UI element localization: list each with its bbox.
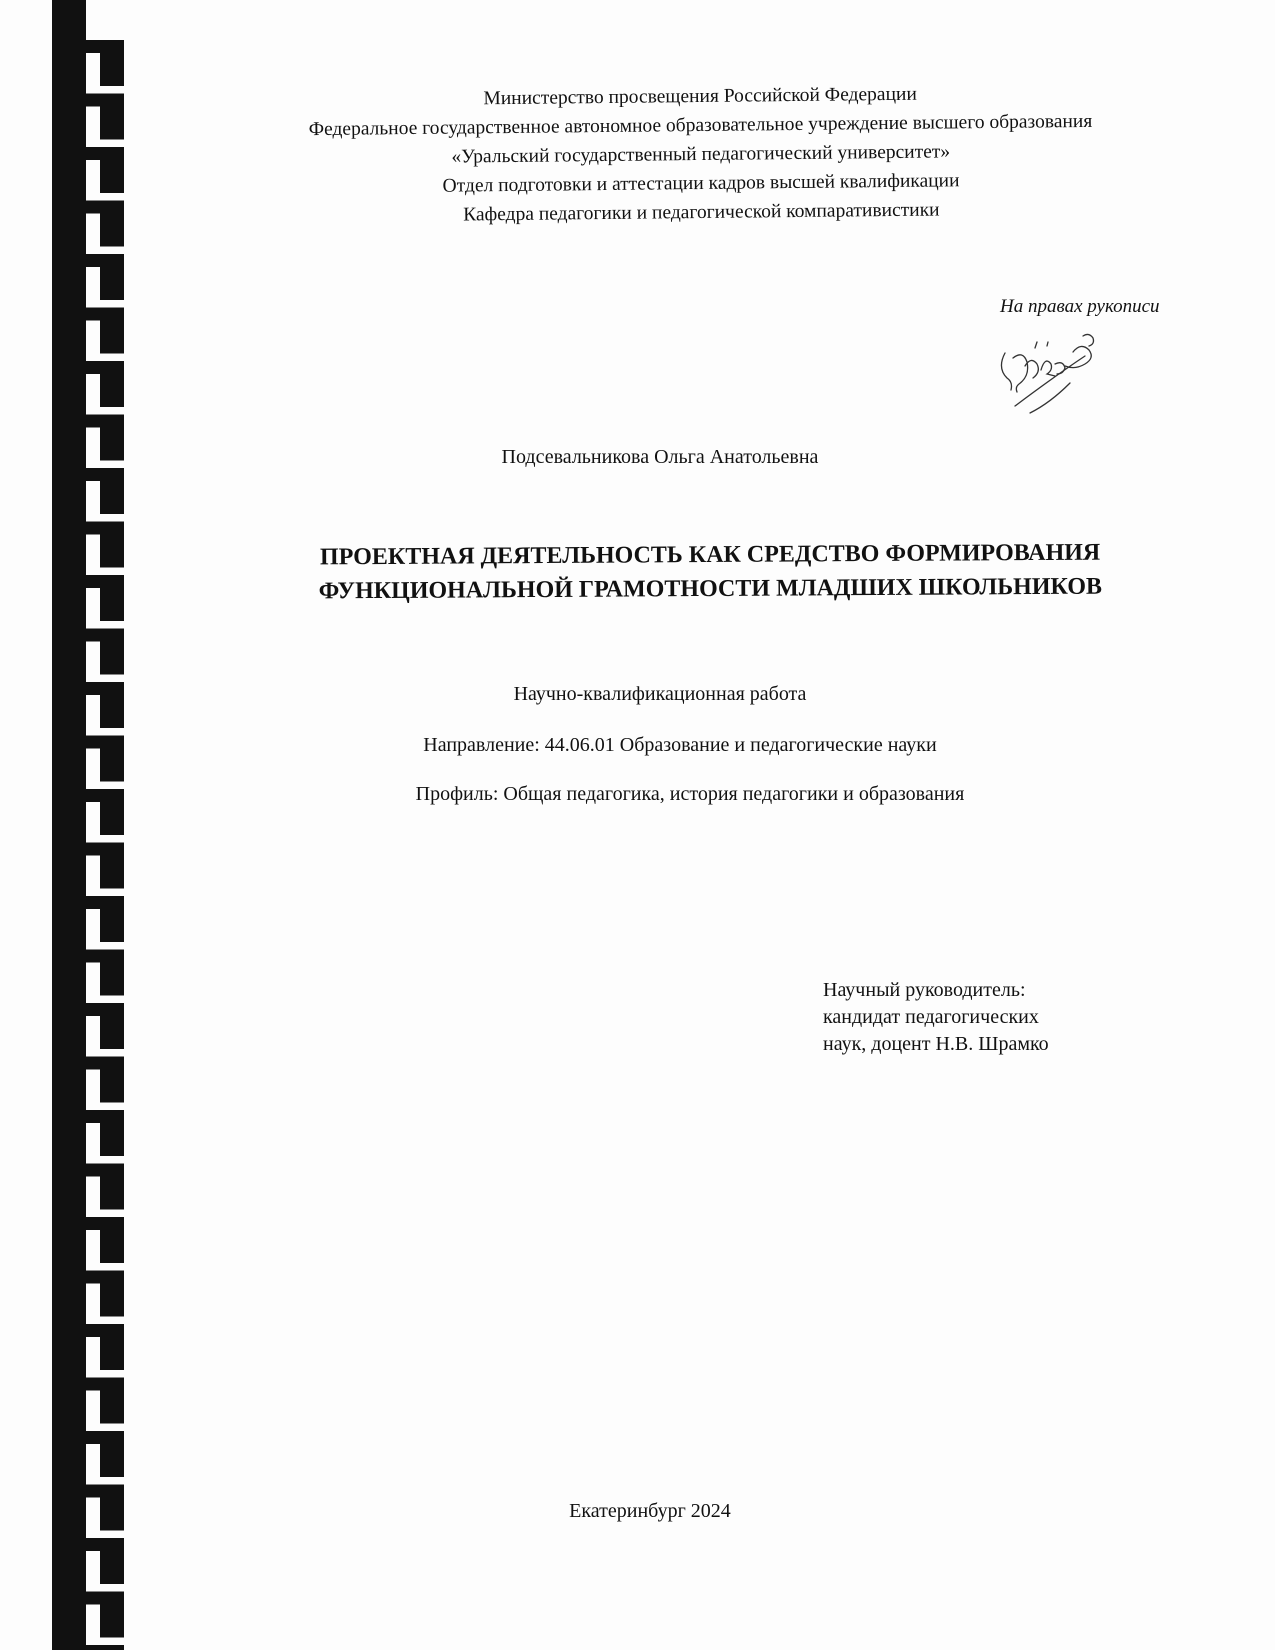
binding-tooth [100, 1172, 124, 1210]
binding-tooth [100, 797, 124, 835]
city-year: Екатеринбург 2024 [569, 1500, 731, 1522]
supervisor-block [823, 977, 1049, 1058]
supervisor-line-3: наук, доцент Н.В. Шрамко [823, 1033, 1049, 1055]
binding-tooth [100, 1279, 124, 1317]
binding-tooth [100, 1439, 124, 1477]
profile-line: Профиль: Общая педагогика, история педагогики и образования [415, 783, 965, 805]
work-type: Научно-квалификационная работа [513, 683, 807, 705]
binding-tooth [100, 369, 124, 407]
binding-tooth [100, 744, 124, 782]
binding-strip [52, 0, 137, 1650]
binding-tooth [100, 530, 124, 568]
department-line: Отдел подготовки и аттестации кадров высшей квалификации [442, 170, 960, 197]
manuscript-note: На правах рукописи [1000, 296, 1160, 317]
binding-tooth [100, 1225, 124, 1263]
binding-tooth [100, 262, 124, 300]
title-line-1: ПРОЕКТНАЯ ДЕЯТЕЛЬНОСТЬ КАК СРЕДСТВО ФОРМИРОВАНИЯ [319, 539, 1101, 571]
author-name: Подсевальникова Ольга Анатольевна [501, 446, 819, 468]
ministry-line: Министерство просвещения Российской Федерации [483, 83, 917, 110]
binding-tooth [100, 1546, 124, 1584]
document-title [250, 535, 1170, 609]
binding-edge [52, 0, 86, 1650]
binding-tooth [100, 1011, 124, 1049]
binding-tooth [100, 1386, 124, 1424]
chair-line: Кафедра педагогики и педагогической компаративистики [463, 199, 940, 226]
binding-tooth [100, 1600, 124, 1638]
binding-tooth [100, 583, 124, 621]
binding-tooth [100, 958, 124, 996]
institution-type-line: Федеральное государственное автономное образовательное учреждение высшего образования [308, 110, 1093, 141]
university-name-line: «Уральский государственный педагогический университет» [451, 141, 951, 168]
direction-line: Направление: 44.06.01 Образование и педагогические науки [423, 734, 937, 756]
signature-icon [995, 318, 1135, 438]
binding-tooth [100, 637, 124, 675]
supervisor-line-2: кандидат педагогических [823, 1006, 1039, 1028]
binding-tooth [82, 1645, 124, 1650]
header-block [250, 77, 1151, 231]
binding-tooth [100, 1493, 124, 1531]
binding-tooth [100, 1118, 124, 1156]
binding-tooth [100, 904, 124, 942]
binding-tooth [100, 476, 124, 514]
binding-tooth [100, 423, 124, 461]
binding-tooth [100, 316, 124, 354]
supervisor-line-1: Научный руководитель: [823, 979, 1026, 1001]
binding-tooth [100, 851, 124, 889]
binding-tooth [100, 209, 124, 247]
binding-tooth [100, 155, 124, 193]
binding-tooth [100, 1332, 124, 1370]
binding-tooth [100, 690, 124, 728]
binding-tooth [100, 48, 124, 86]
binding-tooth [100, 102, 124, 140]
title-line-2: ФУНКЦИОНАЛЬНОЙ ГРАМОТНОСТИ МЛАДШИХ ШКОЛЬНИКОВ [318, 573, 1103, 605]
binding-tooth [100, 1065, 124, 1103]
